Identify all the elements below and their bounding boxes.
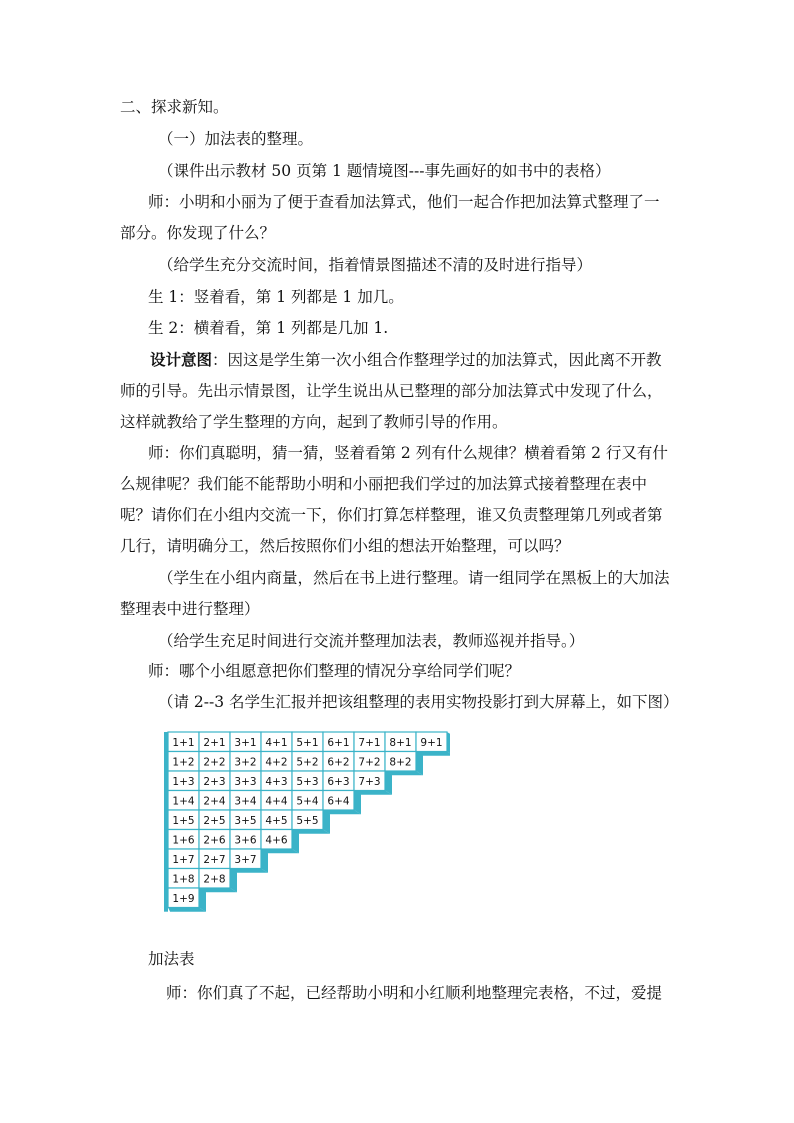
section-heading: 二、探求新知。	[120, 98, 229, 116]
design-intent-paragraph: 师的引导。先出示情景图，让学生说出从已整理的部分加法算式中发现了什么，	[120, 382, 663, 400]
table-cell-label: 6+1	[327, 736, 350, 749]
table-cell-label: 6+4	[327, 795, 350, 808]
figure-caption: 加法表	[148, 950, 195, 968]
table-cell-label: 4+2	[265, 756, 288, 769]
design-intent-label: 设计意图	[150, 350, 213, 369]
table-cell-label: 5+5	[296, 814, 319, 827]
table-cell-label: 3+4	[234, 795, 257, 808]
table-cell-label: 1+3	[172, 775, 195, 788]
note-paragraph: 整理表中进行整理）	[120, 600, 260, 618]
table-cell-label: 2+3	[203, 775, 226, 788]
teacher-paragraph: 部分。你发现了什么？	[120, 224, 276, 242]
design-intent-paragraph: 这样就教给了学生整理的方向，起到了教师引导的作用。	[120, 413, 508, 431]
teacher-paragraph: 师：哪个小组愿意把你们整理的情况分享给同学们呢？	[148, 662, 521, 680]
table-cell-label: 8+1	[389, 736, 412, 749]
table-cell-label: 4+4	[265, 795, 288, 808]
table-cell-label: 2+6	[203, 834, 226, 847]
table-cell-label: 6+2	[327, 756, 350, 769]
table-cell-label: 1+6	[172, 834, 195, 847]
table-cell-label: 1+9	[172, 892, 195, 905]
teacher-paragraph: 么规律呢？我们能不能帮助小明和小丽把我们学过的加法算式接着整理在表中	[120, 475, 648, 493]
table-cell-label: 3+5	[234, 814, 257, 827]
table-cell-label: 3+2	[234, 756, 257, 769]
addition-table-figure	[160, 726, 450, 926]
table-cell-label: 1+4	[172, 795, 195, 808]
table-cell-label: 2+2	[203, 756, 226, 769]
teacher-paragraph: 师：你们真了不起，已经帮助小明和小红顺利地整理完表格，不过，爱提	[166, 984, 663, 1002]
student-answer: 生 1：竖着看，第 1 列都是 1 加几。	[148, 288, 404, 306]
table-cell-label: 1+2	[172, 756, 195, 769]
note-paragraph: （请 2--3 名学生汇报并把该组整理的表用实物投影打到大屏幕上，如下图）	[158, 693, 679, 711]
table-cell-label: 4+6	[265, 834, 288, 847]
note-paragraph: （给学生充足时间进行交流并整理加法表，教师巡视并指导。）	[158, 632, 585, 650]
table-cell-label: 2+5	[203, 814, 226, 827]
table-cell-label: 1+1	[172, 736, 195, 749]
table-cell-label: 2+7	[203, 853, 226, 866]
teacher-paragraph: 师：小明和小丽为了便于查看加法算式，他们一起合作把加法算式整理了一	[148, 193, 660, 211]
table-cell-label: 9+1	[420, 736, 443, 749]
table-cell-label: 3+7	[234, 853, 257, 866]
table-cell-label: 2+8	[203, 873, 226, 886]
table-cell-label: 5+3	[296, 775, 319, 788]
table-cell-label: 4+1	[265, 736, 288, 749]
teacher-paragraph: 呢？请你们在小组内交流一下，你们打算怎样整理，谁又负责整理第几列或者第	[120, 506, 663, 524]
table-cell-label: 4+5	[265, 814, 288, 827]
table-cell-label: 5+1	[296, 736, 319, 749]
table-cell-label: 7+1	[358, 736, 381, 749]
table-cell-label: 7+2	[358, 756, 381, 769]
table-cell-label: 1+5	[172, 814, 195, 827]
table-cell-label: 6+3	[327, 775, 350, 788]
table-cell-label: 3+6	[234, 834, 257, 847]
table-cell-label: 2+1	[203, 736, 226, 749]
table-cell-label: 1+8	[172, 873, 195, 886]
table-cell-label: 4+3	[265, 775, 288, 788]
design-intent-text: ：因这是学生第一次小组合作整理学过的加法算式，因此离不开教	[212, 351, 662, 369]
design-intent-paragraph	[150, 350, 662, 370]
table-cell-label: 3+1	[234, 736, 257, 749]
table-cell-label: 8+2	[389, 756, 412, 769]
teacher-paragraph: 师：你们真聪明，猜一猜，竖着看第 2 列有什么规律？横着看第 2 行又有什	[148, 444, 668, 462]
table-cell-label: 5+4	[296, 795, 319, 808]
note-paragraph: （课件出示教材 50 页第 1 题情境图---事先画好的如书中的表格）	[158, 162, 611, 180]
addition-table	[160, 726, 450, 926]
teacher-paragraph: 几行，请明确分工，然后按照你们小组的想法开始整理，可以吗？	[120, 537, 570, 555]
note-paragraph: （给学生充分交流时间，指着情景图描述不清的及时进行指导）	[158, 256, 593, 274]
table-cell-label: 7+3	[358, 775, 381, 788]
table-cell-label: 5+2	[296, 756, 319, 769]
note-paragraph: （学生在小组内商量，然后在书上进行整理。请一组同学在黑板上的大加法	[158, 569, 670, 587]
table-cell-label: 2+4	[203, 795, 226, 808]
student-answer: 生 2：横着看，第 1 列都是几加 1.	[148, 319, 389, 337]
subsection-heading: （一）加法表的整理。	[158, 130, 314, 148]
table-cell-label: 3+3	[234, 775, 257, 788]
table-cell-label: 1+7	[172, 853, 195, 866]
table-edge-shadow	[164, 732, 168, 912]
